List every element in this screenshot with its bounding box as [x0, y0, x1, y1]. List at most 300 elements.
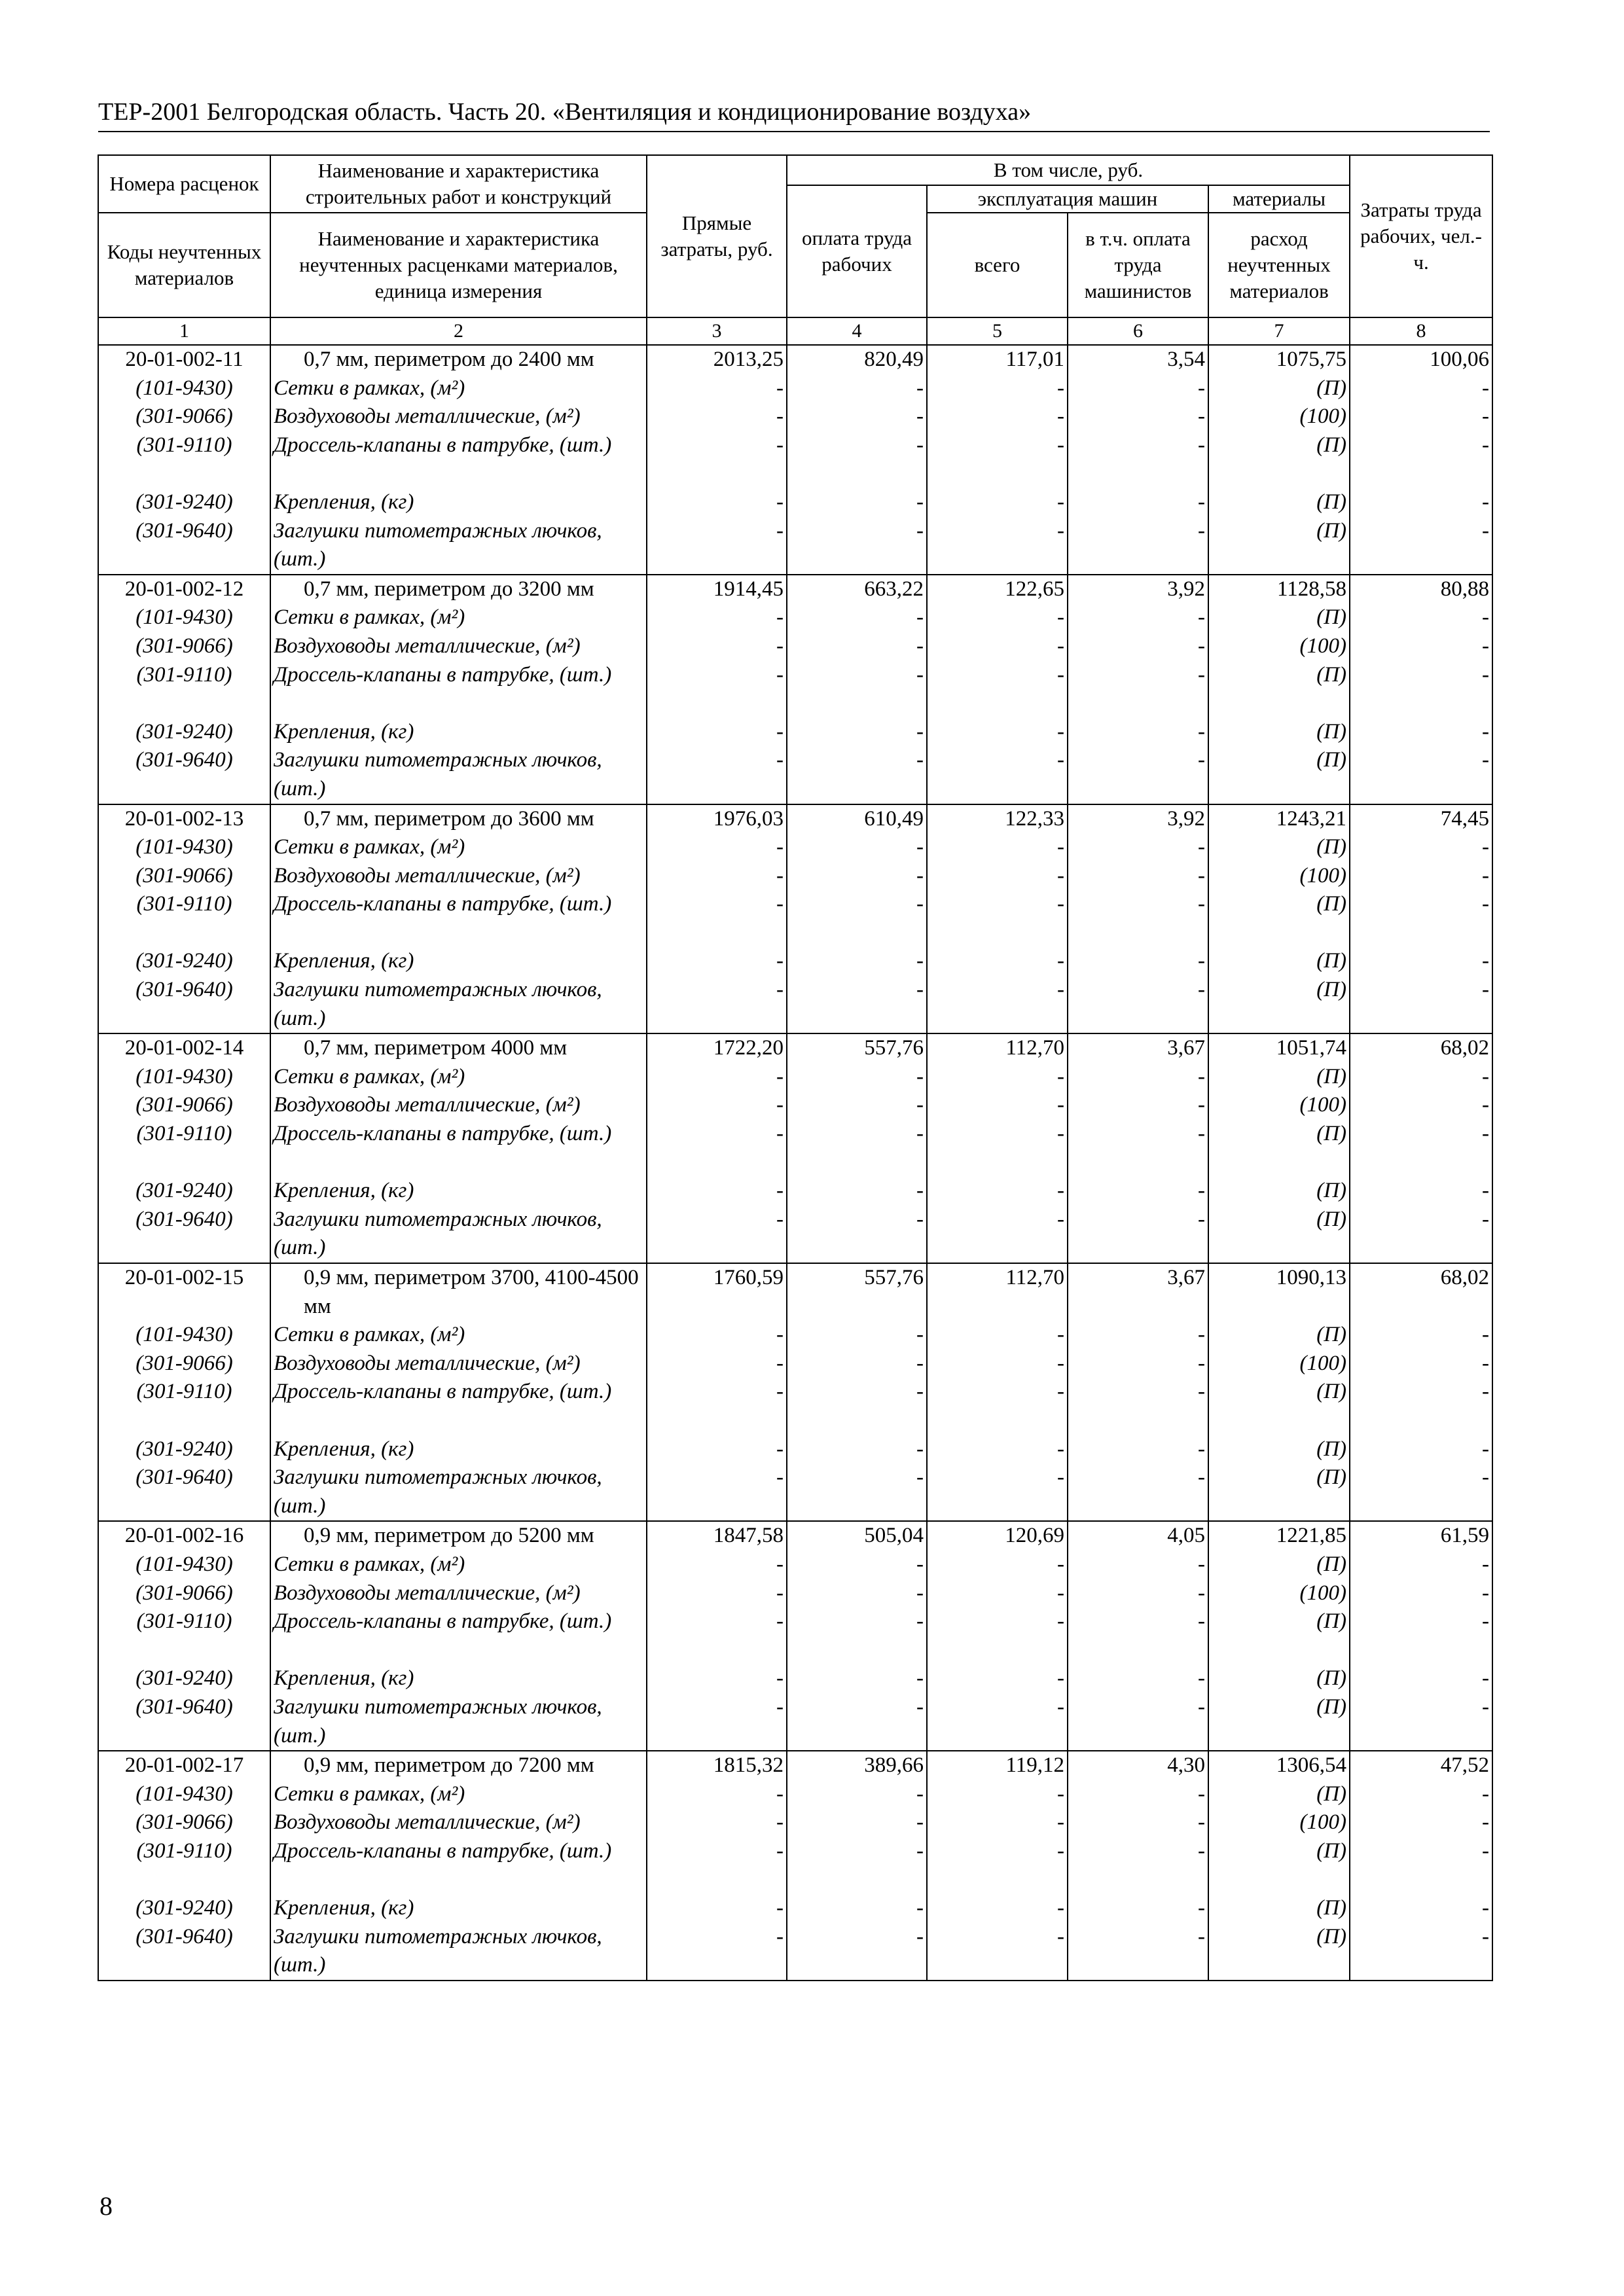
- value-cell-labor: [1350, 1521, 1492, 1751]
- material-consumption: (П): [1316, 1179, 1347, 1203]
- empty-value: -: [1057, 748, 1064, 772]
- empty-value: -: [776, 1581, 784, 1605]
- empty-value: -: [1482, 1552, 1490, 1576]
- material-description: Заглушки питометражных лючков, (шт.): [274, 1207, 602, 1260]
- empty-value: -: [1198, 490, 1205, 514]
- rate-value: 1306,54: [1276, 1753, 1347, 1778]
- rate-value: 610,49: [864, 806, 924, 831]
- material-consumption: (П): [1316, 1782, 1347, 1806]
- empty-value: -: [776, 863, 784, 888]
- value-cell-mach: [927, 345, 1068, 575]
- material-description: Заглушки питометражных лючков, (шт.): [274, 518, 602, 571]
- value-cell-mach: [927, 575, 1068, 804]
- material-consumption: (П): [1316, 1465, 1347, 1490]
- material-code: (101-9430): [135, 1064, 233, 1088]
- empty-value: -: [1057, 1581, 1064, 1605]
- value-cell-labor: [1350, 345, 1492, 575]
- empty-value: -: [1198, 1609, 1205, 1634]
- material-code: (301-9110): [136, 433, 232, 457]
- material-description: Заглушки питометражных лючков, (шт.): [274, 1924, 602, 1977]
- rate-value: 47,52: [1440, 1753, 1490, 1778]
- empty-value: -: [1482, 892, 1490, 916]
- empty-value: -: [1198, 1839, 1205, 1863]
- empty-value: -: [1057, 518, 1064, 543]
- rate-code-cell: [98, 1033, 270, 1263]
- empty-value: -: [1198, 1581, 1205, 1605]
- empty-value: -: [1198, 1323, 1205, 1347]
- header-materials: материалы: [1208, 185, 1350, 213]
- rate-value: 80,88: [1440, 577, 1490, 601]
- empty-value: -: [1057, 1695, 1064, 1719]
- table-row: [98, 345, 1492, 575]
- empty-value: -: [1057, 1552, 1064, 1576]
- column-number: 6: [1068, 317, 1208, 345]
- column-number: 3: [647, 317, 787, 345]
- empty-value: -: [1482, 1896, 1490, 1920]
- empty-value: -: [1057, 662, 1064, 687]
- material-description: Сетки в рамках, (м²): [274, 605, 465, 630]
- empty-value: -: [1057, 892, 1064, 916]
- rate-description: 0,7 мм, периметром до 2400 мм: [304, 348, 594, 371]
- value-cell-mach-wages: [1068, 345, 1208, 575]
- column-number: 2: [270, 317, 647, 345]
- empty-value: -: [776, 1207, 784, 1231]
- empty-value: -: [916, 748, 924, 772]
- empty-value: -: [1057, 1064, 1064, 1088]
- empty-value: -: [916, 376, 924, 400]
- empty-value: -: [1198, 1437, 1205, 1461]
- column-numbers-row: [98, 317, 1492, 345]
- empty-value: -: [916, 1351, 924, 1375]
- empty-value: -: [776, 1437, 784, 1461]
- material-code: (301-9240): [135, 1896, 233, 1920]
- empty-value: -: [776, 1064, 784, 1088]
- empty-value: -: [1057, 1323, 1064, 1347]
- value-cell-wages: [787, 1521, 927, 1751]
- material-description: Воздуховоды металлические, (м²): [274, 863, 581, 888]
- material-consumption: (П): [1316, 748, 1347, 772]
- empty-value: -: [776, 433, 784, 457]
- rate-group: [98, 575, 1492, 804]
- material-code: (301-9240): [135, 719, 233, 744]
- empty-value: -: [1057, 1609, 1064, 1634]
- empty-value: -: [1198, 1782, 1205, 1806]
- empty-value: -: [1482, 1666, 1490, 1691]
- empty-value: -: [1482, 376, 1490, 400]
- rate-value: 3,67: [1167, 1266, 1205, 1289]
- empty-value: -: [776, 892, 784, 916]
- value-cell-mach: [927, 1521, 1068, 1751]
- rate-value: 663,22: [864, 577, 924, 601]
- value-cell-materials: [1208, 1033, 1350, 1263]
- empty-value: -: [776, 1839, 784, 1863]
- rate-code: 20-01-002-16: [124, 1524, 244, 1548]
- material-consumption: (П): [1316, 1924, 1347, 1948]
- material-consumption: (100): [1299, 404, 1347, 429]
- empty-value: -: [1057, 1437, 1064, 1461]
- empty-value: -: [916, 1179, 924, 1203]
- rate-value: 3,92: [1167, 577, 1205, 601]
- empty-value: -: [1482, 863, 1490, 888]
- empty-value: -: [1482, 719, 1490, 744]
- material-description: Сетки в рамках, (м²): [274, 1782, 465, 1806]
- empty-value: -: [1057, 1666, 1064, 1691]
- value-cell-direct: [647, 575, 787, 804]
- material-code: (301-9110): [136, 1122, 232, 1146]
- material-code: (101-9430): [135, 1323, 233, 1347]
- material-description: Воздуховоды металлические, (м²): [274, 1581, 581, 1605]
- value-cell-materials: [1208, 1521, 1350, 1751]
- empty-value: -: [1482, 748, 1490, 772]
- material-consumption: (П): [1316, 1380, 1347, 1404]
- material-description: Воздуховоды металлические, (м²): [274, 1810, 581, 1835]
- empty-value: -: [776, 949, 784, 973]
- material-code: (301-9110): [136, 1609, 232, 1634]
- empty-value: -: [916, 1782, 924, 1806]
- empty-value: -: [916, 1695, 924, 1719]
- rate-value: 3,54: [1167, 348, 1205, 371]
- empty-value: -: [1482, 1782, 1490, 1806]
- material-code: (301-9640): [135, 1465, 233, 1490]
- value-cell-direct: [647, 1263, 787, 1521]
- empty-value: -: [916, 490, 924, 514]
- empty-value: -: [916, 1380, 924, 1404]
- empty-value: -: [776, 1609, 784, 1634]
- empty-value: -: [1057, 490, 1064, 514]
- empty-value: -: [916, 1437, 924, 1461]
- material-code: (301-9066): [135, 1810, 233, 1835]
- empty-value: -: [1057, 1207, 1064, 1231]
- empty-value: -: [1198, 978, 1205, 1002]
- rate-value: 2013,25: [713, 348, 784, 371]
- empty-value: -: [776, 605, 784, 630]
- empty-value: -: [1057, 1122, 1064, 1146]
- value-cell-mach-wages: [1068, 1263, 1208, 1521]
- material-consumption: (П): [1316, 1666, 1347, 1691]
- material-description: Сетки в рамках, (м²): [274, 1064, 465, 1088]
- empty-value: -: [1057, 634, 1064, 658]
- header-including: В том числе, руб.: [787, 155, 1350, 185]
- rate-value: 68,02: [1440, 1036, 1490, 1060]
- value-cell-mach: [927, 1751, 1068, 1981]
- empty-value: -: [776, 1351, 784, 1375]
- value-cell-direct: [647, 1521, 787, 1751]
- value-cell-materials: [1208, 575, 1350, 804]
- material-description: Дроссель-клапаны в патрубке, (шт.): [274, 1839, 612, 1863]
- material-description: Крепления, (кг): [274, 1666, 414, 1691]
- rate-group: [98, 1751, 1492, 1981]
- empty-value: -: [1198, 1351, 1205, 1375]
- empty-value: -: [1198, 949, 1205, 973]
- rate-value: 74,45: [1440, 806, 1490, 831]
- empty-value: -: [776, 1552, 784, 1576]
- material-code: (301-9640): [135, 1695, 233, 1719]
- material-consumption: (П): [1316, 1064, 1347, 1088]
- material-consumption: (П): [1316, 978, 1347, 1002]
- material-description: Воздуховоды металлические, (м²): [274, 1351, 581, 1375]
- value-cell-direct: [647, 345, 787, 575]
- empty-value: -: [916, 949, 924, 973]
- empty-value: -: [1482, 1609, 1490, 1634]
- empty-value: -: [1482, 1093, 1490, 1117]
- rate-value: 557,76: [864, 1036, 924, 1060]
- value-cell-labor: [1350, 1751, 1492, 1981]
- rate-description: 0,9 мм, периметром до 7200 мм: [304, 1753, 594, 1778]
- rate-value: 1243,21: [1276, 806, 1347, 831]
- material-consumption: (П): [1316, 1695, 1347, 1719]
- description-cell: [270, 1263, 647, 1521]
- rate-value: 1051,74: [1276, 1036, 1347, 1060]
- material-description: Дроссель-клапаны в патрубке, (шт.): [274, 1609, 612, 1634]
- empty-value: -: [916, 892, 924, 916]
- rate-code: 20-01-002-14: [124, 1036, 244, 1060]
- empty-value: -: [776, 1093, 784, 1117]
- table-header: [98, 155, 1492, 345]
- rate-description: 0,7 мм, периметром до 3200 мм: [304, 577, 594, 601]
- empty-value: -: [1057, 376, 1064, 400]
- material-code: (301-9110): [136, 892, 232, 916]
- table-row: [98, 575, 1492, 804]
- table-row: [98, 1521, 1492, 1751]
- material-code: (301-9066): [135, 863, 233, 888]
- description-cell: [270, 1751, 647, 1981]
- empty-value: -: [776, 1782, 784, 1806]
- header-machines-total: всего: [927, 213, 1068, 317]
- empty-value: -: [1198, 1552, 1205, 1576]
- rate-group: [98, 345, 1492, 575]
- empty-value: -: [1198, 433, 1205, 457]
- material-code: (101-9430): [135, 1552, 233, 1576]
- table-row: [98, 1033, 1492, 1263]
- column-number: 5: [927, 317, 1068, 345]
- empty-value: -: [916, 835, 924, 859]
- value-cell-wages: [787, 1263, 927, 1521]
- empty-value: -: [1198, 1093, 1205, 1117]
- material-description: Заглушки питометражных лючков, (шт.): [274, 748, 602, 800]
- rate-code-cell: [98, 1751, 270, 1981]
- empty-value: -: [916, 719, 924, 744]
- empty-value: -: [916, 634, 924, 658]
- rate-value: 1914,45: [713, 577, 784, 601]
- empty-value: -: [1482, 1207, 1490, 1231]
- value-cell-labor: [1350, 1033, 1492, 1263]
- empty-value: -: [916, 605, 924, 630]
- material-code: (301-9066): [135, 1581, 233, 1605]
- empty-value: -: [1057, 1924, 1064, 1948]
- material-code: (101-9430): [135, 1782, 233, 1806]
- value-cell-direct: [647, 1033, 787, 1263]
- rate-value: 122,65: [1005, 577, 1064, 601]
- value-cell-mach: [927, 1033, 1068, 1263]
- document-title: ТЕР-2001 Белгородская область. Часть 20. «Вентиляция и кондиционирование воздуха»: [98, 98, 1032, 126]
- rate-value: 1722,20: [713, 1036, 784, 1060]
- material-consumption: (П): [1316, 1122, 1347, 1146]
- empty-value: -: [776, 662, 784, 687]
- material-code: (301-9066): [135, 634, 233, 658]
- empty-value: -: [1482, 1581, 1490, 1605]
- value-cell-mach-wages: [1068, 1751, 1208, 1981]
- value-cell-wages: [787, 1751, 927, 1981]
- material-code: (301-9640): [135, 1924, 233, 1948]
- material-consumption: (П): [1316, 949, 1347, 973]
- empty-value: -: [1198, 1465, 1205, 1490]
- empty-value: -: [776, 1179, 784, 1203]
- value-cell-materials: [1208, 1751, 1350, 1981]
- rate-value: 557,76: [864, 1266, 924, 1289]
- empty-value: -: [776, 1666, 784, 1691]
- empty-value: -: [1198, 634, 1205, 658]
- rate-value: 1128,58: [1277, 577, 1347, 601]
- empty-value: -: [1057, 1896, 1064, 1920]
- material-description: Дроссель-клапаны в патрубке, (шт.): [274, 1122, 612, 1146]
- empty-value: -: [1482, 433, 1490, 457]
- empty-value: -: [916, 662, 924, 687]
- empty-value: -: [1057, 404, 1064, 429]
- rate-value: 61,59: [1440, 1524, 1490, 1548]
- empty-value: -: [1198, 518, 1205, 543]
- rate-code-cell: [98, 1521, 270, 1751]
- material-code: (301-9240): [135, 949, 233, 973]
- empty-value: -: [1198, 1122, 1205, 1146]
- material-consumption: (П): [1316, 835, 1347, 859]
- empty-value: -: [776, 1122, 784, 1146]
- empty-value: -: [916, 1810, 924, 1835]
- rate-code: 20-01-002-17: [124, 1753, 244, 1778]
- rate-code-cell: [98, 1263, 270, 1521]
- value-cell-wages: [787, 1033, 927, 1263]
- value-cell-direct: [647, 804, 787, 1034]
- rate-value: 117,01: [1005, 348, 1064, 371]
- rate-value: 1847,58: [713, 1524, 784, 1548]
- material-description: Воздуховоды металлические, (м²): [274, 634, 581, 658]
- empty-value: -: [1057, 1380, 1064, 1404]
- description-cell: [270, 345, 647, 575]
- material-consumption: (П): [1316, 490, 1347, 514]
- rate-value: 1090,13: [1276, 1266, 1347, 1289]
- empty-value: -: [1482, 1437, 1490, 1461]
- empty-value: -: [1057, 1810, 1064, 1835]
- table-row: [98, 1751, 1492, 1981]
- value-cell-wages: [787, 804, 927, 1034]
- empty-value: -: [1198, 662, 1205, 687]
- header-wages: оплата труда рабочих: [787, 185, 927, 317]
- empty-value: -: [916, 1122, 924, 1146]
- column-number: 4: [787, 317, 927, 345]
- material-consumption: (100): [1299, 634, 1347, 658]
- material-consumption: (П): [1316, 1207, 1347, 1231]
- rate-value: 100,06: [1430, 348, 1490, 371]
- material-code: (301-9640): [135, 1207, 233, 1231]
- rate-code: 20-01-002-15: [124, 1266, 244, 1289]
- material-code: (301-9240): [135, 1437, 233, 1461]
- material-code: (301-9640): [135, 748, 233, 772]
- empty-value: -: [1482, 949, 1490, 973]
- empty-value: -: [1198, 748, 1205, 772]
- value-cell-mach-wages: [1068, 575, 1208, 804]
- empty-value: -: [1198, 835, 1205, 859]
- header-rate-numbers: Номера расценок: [98, 155, 270, 213]
- description-cell: [270, 575, 647, 804]
- empty-value: -: [776, 404, 784, 429]
- column-number: 7: [1208, 317, 1350, 345]
- material-consumption: (П): [1316, 1437, 1347, 1461]
- empty-value: -: [916, 1839, 924, 1863]
- material-consumption: (100): [1299, 1581, 1347, 1605]
- material-consumption: (100): [1299, 863, 1347, 888]
- rate-value: 505,04: [864, 1524, 924, 1548]
- empty-value: -: [1198, 1380, 1205, 1404]
- empty-value: -: [1057, 978, 1064, 1002]
- empty-value: -: [1057, 863, 1064, 888]
- rates-table: [98, 154, 1493, 1981]
- description-cell: [270, 1033, 647, 1263]
- empty-value: -: [916, 1552, 924, 1576]
- header-labor-costs: Затраты труда рабочих, чел.-ч.: [1350, 155, 1492, 317]
- title-rule: [98, 131, 1490, 132]
- empty-value: -: [1057, 1782, 1064, 1806]
- material-description: Сетки в рамках, (м²): [274, 1323, 465, 1347]
- rate-value: 3,92: [1167, 806, 1205, 831]
- material-consumption: (П): [1316, 1609, 1347, 1634]
- material-code: (301-9640): [135, 518, 233, 543]
- material-consumption: (П): [1316, 1896, 1347, 1920]
- material-code: (301-9640): [135, 978, 233, 1002]
- empty-value: -: [1057, 1465, 1064, 1490]
- empty-value: -: [1482, 1380, 1490, 1404]
- value-cell-labor: [1350, 1263, 1492, 1521]
- rate-code: 20-01-002-13: [124, 806, 244, 831]
- rate-value: 820,49: [864, 348, 924, 371]
- rate-description: 0,9 мм, периметром до 5200 мм: [304, 1524, 594, 1548]
- empty-value: -: [1198, 1896, 1205, 1920]
- value-cell-materials: [1208, 804, 1350, 1034]
- empty-value: -: [1198, 1207, 1205, 1231]
- value-cell-labor: [1350, 804, 1492, 1034]
- material-description: Заглушки питометражных лючков, (шт.): [274, 978, 602, 1030]
- empty-value: -: [776, 634, 784, 658]
- material-consumption: (П): [1316, 1552, 1347, 1576]
- empty-value: -: [1057, 1093, 1064, 1117]
- header-work-name: Наименование и характеристика строительных работ и конструкций: [270, 155, 647, 213]
- header-unaccounted-materials: расход неучтенных материалов: [1208, 213, 1350, 317]
- rate-code-cell: [98, 804, 270, 1034]
- material-description: Дроссель-клапаны в патрубке, (шт.): [274, 662, 612, 687]
- empty-value: -: [776, 376, 784, 400]
- header-material-names: Наименование и характеристика неучтенных расценками материалов, единица измерения: [270, 213, 647, 317]
- material-description: Крепления, (кг): [274, 1179, 414, 1203]
- material-code: (301-9066): [135, 1351, 233, 1375]
- rate-value: 1760,59: [713, 1266, 784, 1289]
- rate-value: 119,12: [1005, 1753, 1064, 1778]
- material-description: Крепления, (кг): [274, 949, 414, 973]
- empty-value: -: [1482, 404, 1490, 429]
- empty-value: -: [1482, 490, 1490, 514]
- empty-value: -: [916, 433, 924, 457]
- empty-value: -: [1482, 1179, 1490, 1203]
- material-description: Сетки в рамках, (м²): [274, 835, 465, 859]
- empty-value: -: [1482, 662, 1490, 687]
- empty-value: -: [776, 1924, 784, 1948]
- rate-code: 20-01-002-11: [125, 348, 244, 371]
- empty-value: -: [1057, 605, 1064, 630]
- empty-value: -: [916, 404, 924, 429]
- description-cell: [270, 1521, 647, 1751]
- empty-value: -: [916, 863, 924, 888]
- description-cell: [270, 804, 647, 1034]
- empty-value: -: [1198, 605, 1205, 630]
- material-description: Сетки в рамках, (м²): [274, 376, 465, 400]
- empty-value: -: [1057, 1179, 1064, 1203]
